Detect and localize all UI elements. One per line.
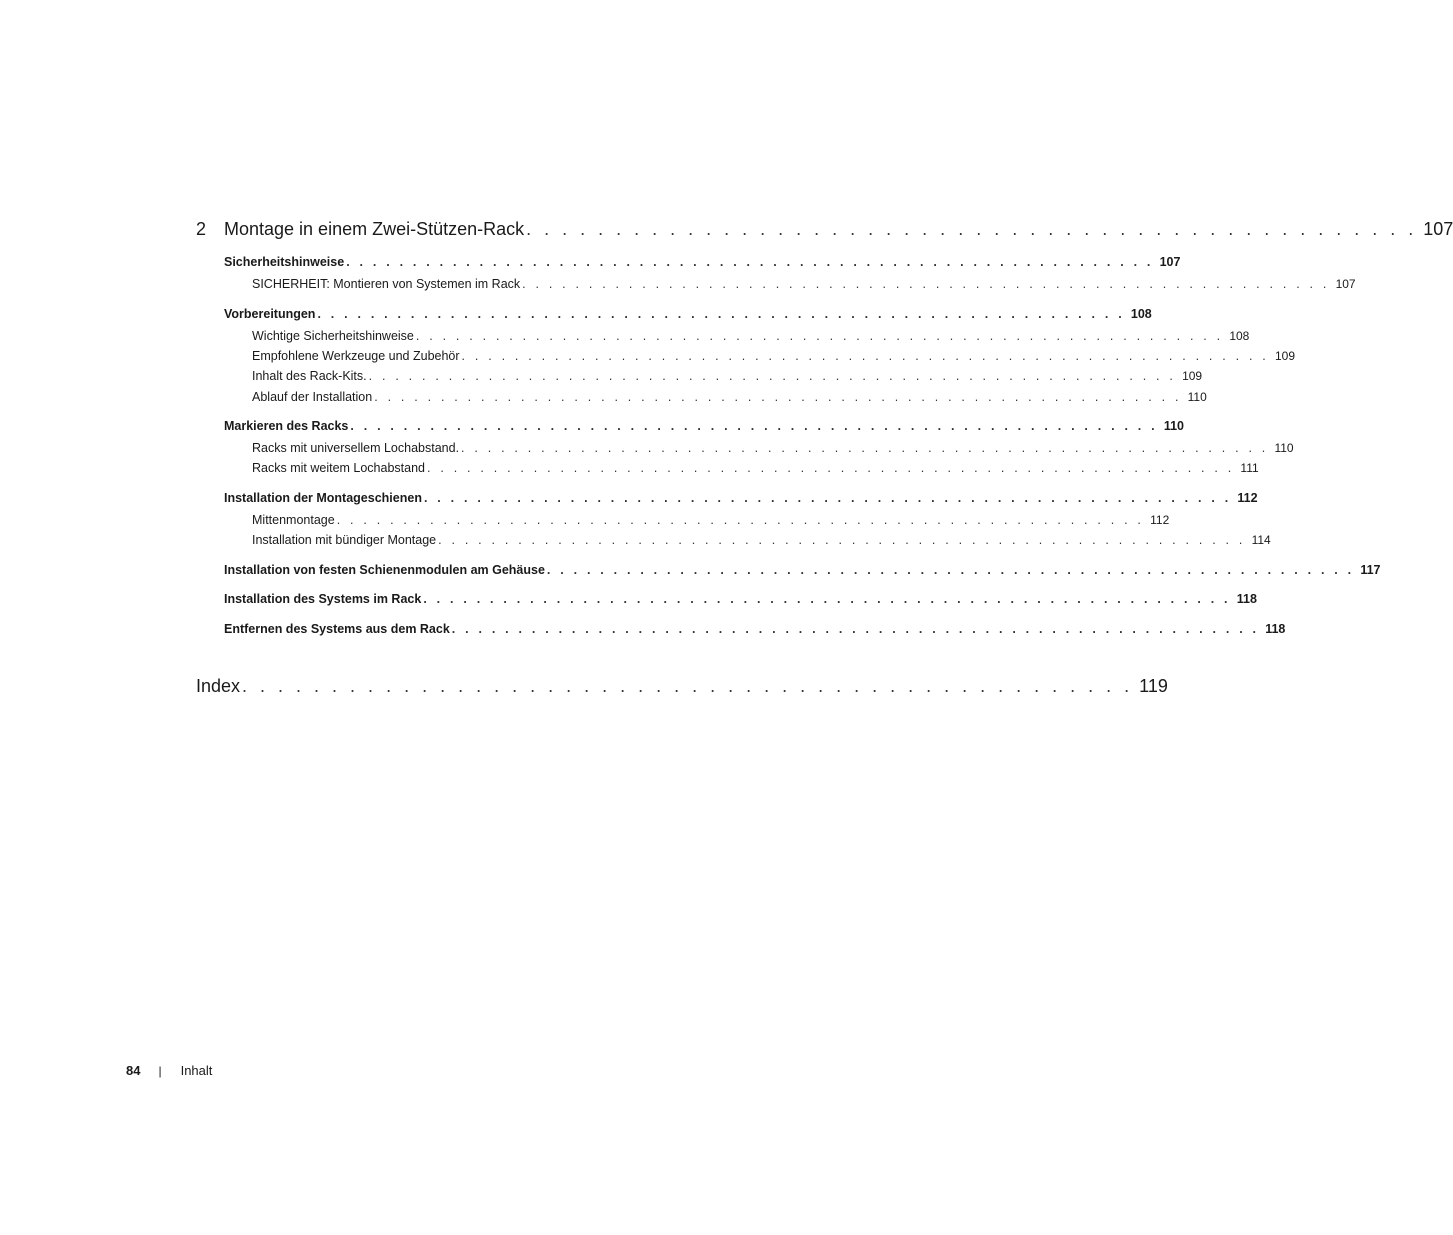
toc-entry[interactable] bbox=[252, 461, 1259, 475]
toc-entry-page: 117 bbox=[1360, 563, 1381, 577]
toc-entry-page: 111 bbox=[1240, 461, 1259, 475]
toc-entry-title: Racks mit weitem Lochabstand bbox=[252, 461, 425, 475]
toc-entry-page: 108 bbox=[1130, 307, 1152, 321]
toc-entry-page: 109 bbox=[1182, 369, 1203, 383]
toc-entry-page: 110 bbox=[1163, 419, 1184, 433]
toc-entry-page: 114 bbox=[1251, 533, 1271, 547]
toc-entry[interactable] bbox=[224, 592, 1257, 606]
toc-entry[interactable] bbox=[252, 390, 1207, 404]
dot-leader: . . . . . . . . . . . . . . . . . . . . . . . . . . . . . . . . . . . . . . . . . . . . . . . . . . . . . . . . . . . . . bbox=[423, 491, 1232, 505]
index-title: Index bbox=[196, 676, 241, 696]
footer-section-title: Inhalt bbox=[180, 1063, 213, 1078]
toc-entry-title: Installation von festen Schienenmodulen am Gehäuse bbox=[224, 563, 545, 577]
toc-entry-title: Markieren des Racks bbox=[224, 419, 349, 433]
toc-entry-page: 108 bbox=[1229, 329, 1250, 343]
toc-entry[interactable] bbox=[252, 329, 1250, 343]
toc-entry-page: 109 bbox=[1274, 349, 1295, 363]
toc-chapter-title-group bbox=[196, 219, 524, 240]
dot-leader: . . . . . . . . . . . . . . . . . . . . . . . . . . . . . . . . . . . . . . . . . . . . . . . . . . . . . . . . . . . . . bbox=[427, 461, 1235, 475]
toc-entry-title: SICHERHEIT: Montieren von Systemen im Rack bbox=[252, 277, 521, 291]
toc-entry-title: Installation des Systems im Rack bbox=[224, 592, 422, 606]
dot-leader: . . . . . . . . . . . . . . . . . . . . . . . . . . . . . . . . . . . . . . . . . . . . . . . . . . . . . . . . . . . . . bbox=[336, 513, 1145, 527]
toc-entry-page: 112 bbox=[1150, 513, 1170, 527]
toc-entry[interactable] bbox=[224, 419, 1184, 433]
dot-leader: . . . . . . . . . . . . . . . . . . . . . . . . . . . . . . . . . . . . . . . . . . . . . . . . . . . . . . . . . . . . . bbox=[451, 622, 1260, 636]
toc-entry-title: Installation der Montageschienen bbox=[224, 491, 422, 505]
index-page-number: 119 bbox=[1139, 676, 1168, 696]
dot-leader: . . . . . . . . . . . . . . . . . . . . . . . . . . . . . . . . . . . . . . . . . . . . . . . . . . bbox=[242, 676, 1134, 696]
toc-entry-page: 110 bbox=[1274, 441, 1294, 455]
toc-entry-title: Installation mit bündiger Montage bbox=[252, 533, 437, 547]
page-footer bbox=[126, 1063, 212, 1078]
toc-entry[interactable] bbox=[224, 255, 1181, 269]
dot-leader: . . . . . . . . . . . . . . . . . . . . . . . . . . . . . . . . . . . . . . . . . . . . . . . . . . . . . . . . . . . . . bbox=[317, 307, 1125, 321]
toc-entry-title: Racks mit universellem Lochabstand. bbox=[252, 441, 460, 455]
dot-leader: . . . . . . . . . . . . . . . . . . . . . . . . . . . . . . . . . . . . . . . . . . . . . . . . . . . . . . . . . . . . . bbox=[423, 592, 1231, 606]
toc-entry[interactable] bbox=[252, 277, 1356, 291]
toc-entry[interactable] bbox=[252, 533, 1271, 547]
toc-entry[interactable] bbox=[252, 349, 1295, 363]
toc-entry[interactable] bbox=[224, 491, 1258, 505]
toc-entry[interactable] bbox=[224, 622, 1286, 636]
dot-leader: . . . . . . . . . . . . . . . . . . . . . . . . . . . . . . . . . . . . . . . . . . . . . . . . . . . . . . . . . . . . . bbox=[415, 329, 1224, 343]
toc-entry-page: 110 bbox=[1187, 390, 1207, 404]
toc-entry-page: 118 bbox=[1265, 622, 1286, 636]
toc-entry-title: Empfohlene Werkzeuge und Zubehör bbox=[252, 349, 460, 363]
toc-entry[interactable] bbox=[252, 369, 1203, 383]
toc-entry-title: Mittenmontage bbox=[252, 513, 335, 527]
toc-entry-page: 112 bbox=[1237, 491, 1258, 505]
dot-leader: . . . . . . . . . . . . . . . . . . . . . . . . . . . . . . . . . . . . . . . . . . . . . . . . . . . . . . . . . . . . . bbox=[346, 255, 1154, 269]
dot-leader: . . . . . . . . . . . . . . . . . . . . . . . . . . . . . . . . . . . . . . . . . . . . . . . . . . . . . . . . . . . . . bbox=[368, 369, 1177, 383]
toc-entry-title: Vorbereitungen bbox=[224, 307, 316, 321]
chapter-title: Montage in einem Zwei-Stützen-Rack bbox=[224, 219, 525, 239]
dot-leader: . . . . . . . . . . . . . . . . . . . . . . . . . . . . . . . . . . . . . . . . . . . . . . . . . . . . . . . . . . . . . bbox=[461, 349, 1269, 363]
toc-entry[interactable] bbox=[252, 441, 1294, 455]
toc-entry-title: Inhalt des Rack-Kits. bbox=[252, 369, 367, 383]
footer-separator: | bbox=[158, 1064, 162, 1078]
dot-leader: . . . . . . . . . . . . . . . . . . . . . . . . . . . . . . . . . . . . . . . . . . . . . . . . . . . . . . . . . . . . . bbox=[350, 419, 1158, 433]
dot-leader: . . . . . . . . . . . . . . . . . . . . . . . . . . . . . . . . . . . . . . . . . . . . . . . . . . . . . . . . . . . . . bbox=[461, 441, 1269, 455]
toc-entry-title: Ablauf der Installation bbox=[252, 390, 373, 404]
toc-chapter-entry[interactable] bbox=[196, 219, 1453, 240]
toc-entry-title: Sicherheitshinweise bbox=[224, 255, 345, 269]
footer-page-number: 84 bbox=[126, 1063, 141, 1078]
dot-leader: . . . . . . . . . . . . . . . . . . . . . . . . . . . . . . . . . . . . . . . . . . . . . . . . . . bbox=[526, 219, 1418, 239]
toc-entry[interactable] bbox=[224, 307, 1152, 321]
dot-leader: . . . . . . . . . . . . . . . . . . . . . . . . . . . . . . . . . . . . . . . . . . . . . . . . . . . . . . . . . . . . . bbox=[522, 277, 1330, 291]
toc-entry[interactable] bbox=[252, 513, 1170, 527]
toc-entry-page: 107 bbox=[1159, 255, 1181, 269]
toc-index-entry[interactable] bbox=[196, 676, 1168, 697]
dot-leader: . . . . . . . . . . . . . . . . . . . . . . . . . . . . . . . . . . . . . . . . . . . . . . . . . . . . . . . . . . . . . bbox=[438, 533, 1246, 547]
dot-leader: . . . . . . . . . . . . . . . . . . . . . . . . . . . . . . . . . . . . . . . . . . . . . . . . . . . . . . . . . . . . . bbox=[374, 390, 1182, 404]
toc-entry-title: Entfernen des Systems aus dem Rack bbox=[224, 622, 450, 636]
dot-leader: . . . . . . . . . . . . . . . . . . . . . . . . . . . . . . . . . . . . . . . . . . . . . . . . . . . . . . . . . . . . . bbox=[546, 563, 1355, 577]
toc-entry-title: Wichtige Sicherheitshinweise bbox=[252, 329, 414, 343]
toc-entry-page: 107 bbox=[1335, 277, 1356, 291]
chapter-number: 2 bbox=[196, 219, 207, 239]
chapter-page-number: 107 bbox=[1423, 219, 1453, 239]
toc-entry-page: 118 bbox=[1236, 592, 1257, 606]
toc-entry[interactable] bbox=[224, 563, 1381, 577]
